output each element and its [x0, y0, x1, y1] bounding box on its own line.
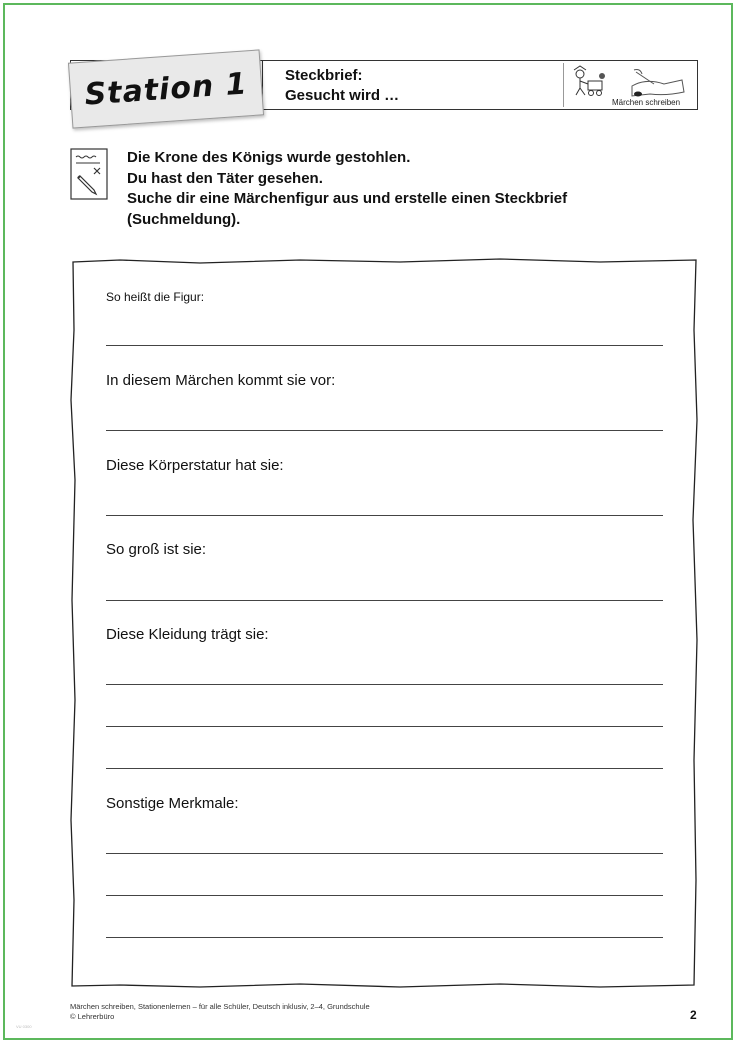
print-code: VU 0300: [16, 1024, 32, 1029]
field-label-physique: Diese Körperstatur hat sie:: [106, 457, 284, 474]
instruction-line: Suche dir eine Märchenfigur aus und erstelle einen Steckbrief: [127, 190, 568, 207]
task-instructions: [127, 148, 687, 230]
write-line-physique[interactable]: [106, 515, 663, 516]
write-line-clothing[interactable]: [106, 768, 663, 769]
footer-line1: Märchen schreiben, Stationenlernen – für alle Schüler, Deutsch inklusiv, 2–4, Grundschule: [70, 1002, 370, 1011]
write-line-features[interactable]: [106, 895, 663, 896]
header-title: [285, 66, 399, 106]
write-line-fairytale[interactable]: [106, 430, 663, 431]
field-label-name: So heißt die Figur:: [106, 290, 205, 304]
header-title-line2: Gesucht wird …: [285, 87, 400, 104]
field-label-height: So groß ist sie:: [106, 541, 207, 558]
field-label-fairytale: In diesem Märchen kommt sie vor:: [106, 372, 336, 389]
topic-label: Märchen schreiben: [612, 98, 681, 107]
write-line-height[interactable]: [106, 600, 663, 601]
station-label: Station 1: [83, 65, 249, 113]
footer: [70, 1002, 370, 1022]
instruction-line: Die Krone des Königs wurde gestohlen.: [127, 149, 411, 166]
write-line-features[interactable]: [106, 937, 663, 938]
field-label-clothing: Diese Kleidung trägt sie:: [106, 626, 269, 643]
instruction-line: (Suchmeldung).: [127, 210, 241, 228]
page-number: 2: [690, 1008, 697, 1022]
write-line-features[interactable]: [106, 853, 663, 854]
station-tag: [68, 49, 264, 128]
fairytale-illustration-icon: [566, 64, 692, 98]
write-line-clothing[interactable]: [106, 684, 663, 685]
instruction-line: Du hast den Täter gesehen.: [127, 169, 323, 187]
field-label-features: Sonstige Merkmale:: [106, 795, 239, 812]
write-line-clothing[interactable]: [106, 726, 663, 727]
header-title-line1: Steckbrief:: [285, 67, 363, 84]
footer-line2: © Lehrerbüro: [70, 1012, 115, 1021]
write-line-name[interactable]: [106, 345, 663, 346]
write-pencil-icon: [70, 148, 108, 200]
